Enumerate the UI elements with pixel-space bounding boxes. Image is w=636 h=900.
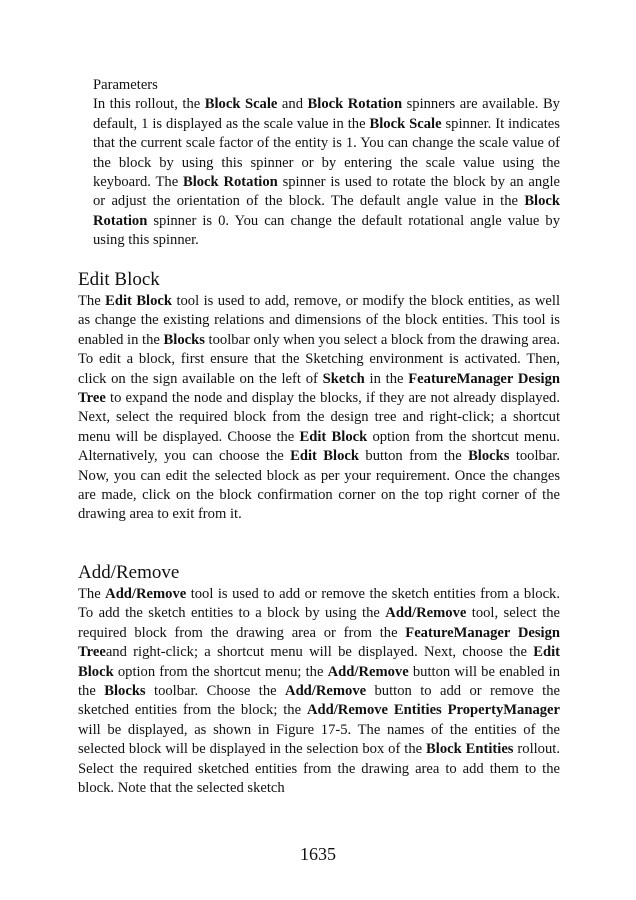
parameters-block [93, 76, 560, 251]
bold-term: Add/Remove [385, 605, 467, 622]
bold-term: Edit Block [105, 293, 173, 309]
bold-term: Block Scale [369, 115, 442, 132]
edit-block-heading: Edit Block [78, 269, 160, 290]
bold-term: Block Entities [426, 741, 514, 758]
bold-term: Block Rotation [307, 96, 403, 113]
bold-term: FeatureManager Design Tree [78, 370, 560, 407]
bold-term: Add/Remove [285, 683, 367, 700]
page-number: 1635 [300, 844, 336, 864]
bold-term: Sketch [322, 370, 365, 387]
add-remove-paragraph: The Add/Remove tool is used to add or remove the sketch entities from a block. To add the sketch entities to a block by using the Add/Remove tool, select the required block from the drawing area or from the FeatureManager Design Treeand right-click; a shortcut menu will be displayed. Next, choose the Edit Block option from the shortcut menu; the Add/Remove button will be enabled in the Blocks toolbar. Choose the Add/Remove button to add or remove the sketched entities from the block; the Add/Remove Entities PropertyManager will be displayed, as shown in Figure 17-5. The names of the entities of the selected block will be displayed in the selection box of the Block Entities rollout. Select the required sketched entities from the drawing area to add them to the block. Note that the selected sketch [78, 586, 561, 797]
bold-term: Edit Block [299, 428, 368, 445]
bold-term: Add/Remove [327, 663, 409, 680]
bold-term: Edit Block [78, 644, 560, 680]
bold-term: Blocks [468, 448, 510, 465]
bold-term: Add/Remove [105, 586, 187, 602]
edit-block-section [78, 268, 560, 525]
bold-term: Block Rotation [182, 174, 278, 191]
parameters-paragraph: In this rollout, the Block Scale and Block Rotation spinners are available. By default, 1 is displayed as the scale value in the Block Scale spinner. It indicates that the current scale factor of the entity is 1. You can change the scale value of the block by using this spinner or by entering the scale value using the keyboard. The Block Rotation spinner is used to rotate the block by an angle or adjust the orientation of the block. The default angle value in the Block Rotation spinner is 0. You can change the default rotational angle value by using this spinner. [93, 96, 560, 249]
parameters-label: Parameters [93, 77, 158, 93]
bold-term: Block Scale [204, 96, 278, 113]
add-remove-section [78, 561, 560, 798]
add-remove-heading: Add/Remove [78, 562, 180, 583]
bold-term: Blocks [163, 331, 205, 348]
bold-term: FeatureManager Design Tree [78, 624, 561, 661]
edit-block-paragraph: The Edit Block tool is used to add, remove, or modify the block entities, as well as change the existing relations and dimensions of the block entities. This tool is enabled in the Blocks toolbar only when you select a block from the drawing area. To edit a block, first ensure that the Sketching environment is activated. Then, click on the sign available on the left of Sketch in the FeatureManager Design Tree to expand the node and display the blocks, if they are not already displayed. Next, select the required block from the design tree and right-click; a shortcut menu will be displayed. Choose the Edit Block option from the shortcut menu. Alternatively, you can choose the Edit Block button from the Blocks toolbar. Now, you can edit the selected block as per your requirement. Once the changes are made, click on the block confirmation corner on the top right corner of the drawing area to exit from it. [78, 293, 560, 523]
bold-term: Blocks [104, 683, 146, 700]
bold-term: Edit Block [290, 448, 359, 465]
bold-term: Add/Remove Entities PropertyManager [306, 702, 560, 719]
bold-term: Block Rotation [93, 193, 560, 229]
